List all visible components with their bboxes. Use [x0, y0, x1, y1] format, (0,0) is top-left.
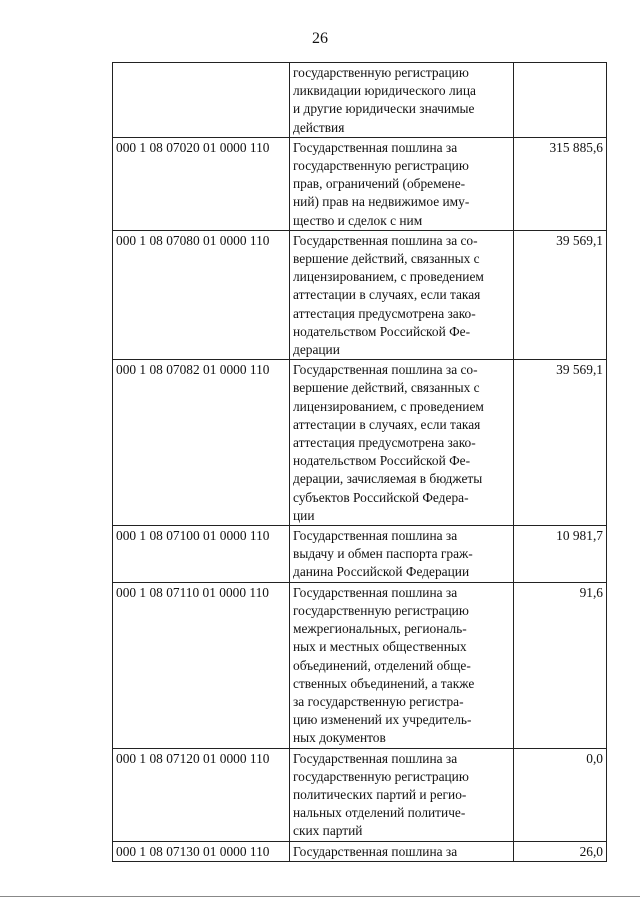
table-row: [113, 526, 607, 583]
revenue-name: Государственная пошлина за со- вершение действий, связанных с лицензированием, с проведением аттестации в случаях, если такая аттестация предусмотрена зако- нодательством Российской Фе- дерации: [290, 230, 514, 359]
budget-code: 000 1 08 07082 01 0000 110: [113, 360, 290, 526]
table-row: [113, 63, 607, 138]
revenue-name: Государственная пошлина за со- вершение действий, связанных с лицензированием, с проведением аттестации в случаях, если такая аттестация предусмотрена зако- нодательством Российской Фе- дерации, зачисляемая в бюджеты субъектов Российской Федера- ции: [290, 360, 514, 526]
page-bottom-rule: [0, 896, 640, 897]
table-row: [113, 230, 607, 359]
budget-code: 000 1 08 07020 01 0000 110: [113, 137, 290, 230]
amount: 315 885,6: [514, 137, 607, 230]
budget-code: 000 1 08 07080 01 0000 110: [113, 230, 290, 359]
revenue-name: Государственная пошлина за государственную регистрацию прав, ограничений (обремене- ний) прав на недвижимое иму- щество и сделок с ним: [290, 137, 514, 230]
budget-code: 000 1 08 07130 01 0000 110: [113, 841, 290, 861]
budget-code: 000 1 08 07120 01 0000 110: [113, 748, 290, 841]
table-row: [113, 137, 607, 230]
table-row: [113, 748, 607, 841]
budget-code: 000 1 08 07100 01 0000 110: [113, 526, 290, 583]
amount: 10 981,7: [514, 526, 607, 583]
amount: [514, 63, 607, 138]
amount: 26,0: [514, 841, 607, 861]
budget-table: [112, 62, 607, 862]
revenue-name: государственную регистрацию ликвидации юридического лица и другие юридически значимые действия: [290, 63, 514, 138]
budget-code: 000 1 08 07110 01 0000 110: [113, 582, 290, 748]
budget-code: [113, 63, 290, 138]
table-row: [113, 841, 607, 861]
revenue-name: Государственная пошлина за государственную регистрацию межрегиональных, региональ- ных и местных общественных объединений, отделений обще- ственных объединений, а также за государственную регистра- цию изменений их учредитель- ных документов: [290, 582, 514, 748]
amount: 91,6: [514, 582, 607, 748]
amount: 39 569,1: [514, 360, 607, 526]
table-row: [113, 582, 607, 748]
revenue-name: Государственная пошлина за выдачу и обмен паспорта граж- данина Российской Федерации: [290, 526, 514, 583]
page-number: 26: [312, 30, 328, 47]
table-row: [113, 360, 607, 526]
revenue-name: Государственная пошлина за государственную регистрацию политических партий и регио- нальных отделений политиче- ских партий: [290, 748, 514, 841]
amount: 39 569,1: [514, 230, 607, 359]
amount: 0,0: [514, 748, 607, 841]
revenue-name: Государственная пошлина за: [290, 841, 514, 861]
